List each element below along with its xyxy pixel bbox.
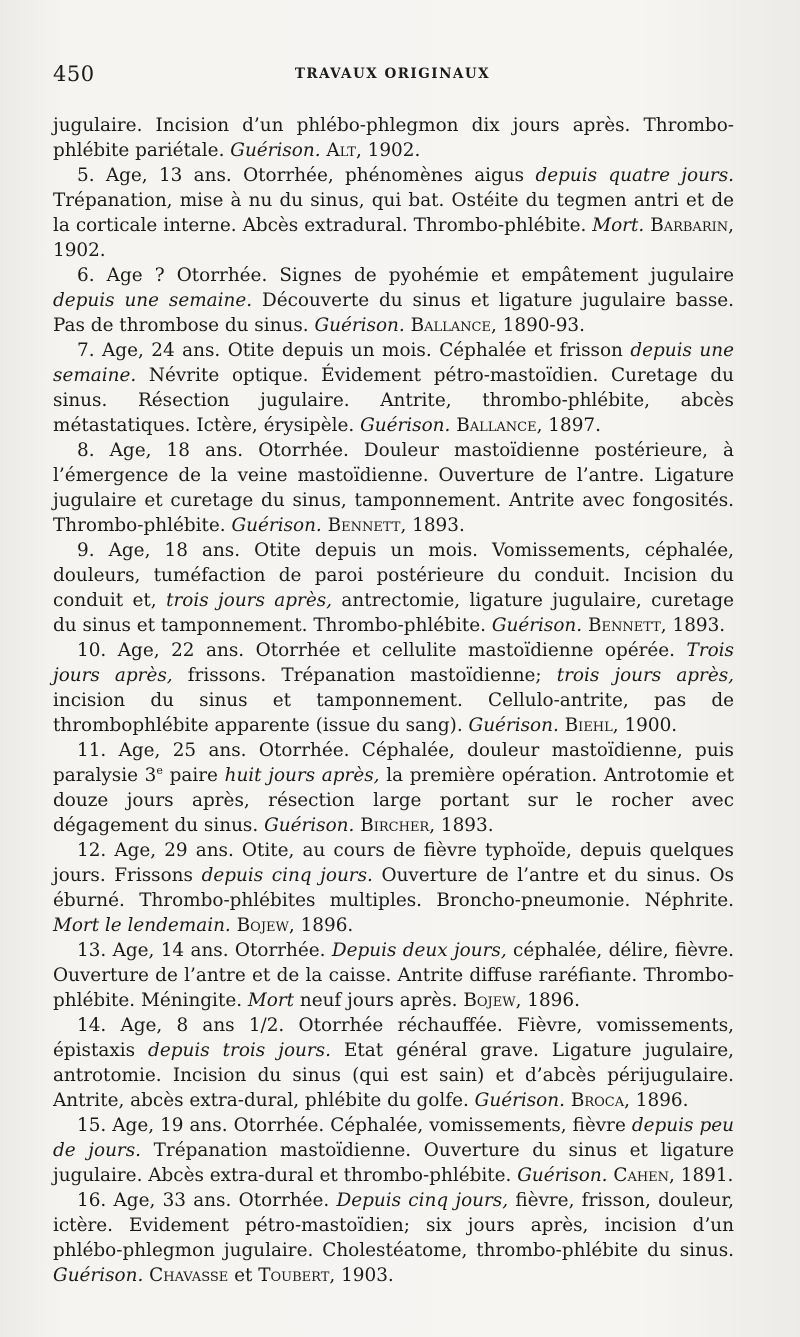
author-name: Biehl: [564, 715, 613, 736]
italic-text: Guérison.: [53, 1265, 144, 1286]
author-name: Bircher: [360, 815, 430, 836]
author-name: Broca: [570, 1090, 625, 1111]
text-run: Trépanation, mise à nu du sinus, qui bat. Ostéite du tegmen antri et de la corticale interne. Abcès extradural. Thrombo-phlébite.: [53, 190, 734, 236]
italic-text: huit jours après,: [224, 765, 380, 786]
text-run: , 1903.: [329, 1265, 394, 1286]
text-run: , 1891.: [669, 1165, 734, 1186]
text-run: , 1896.: [515, 990, 580, 1011]
text-run: céphalée, délire, fièvre. Ouverture de l’antre et de la caisse. Antrite diffuse raréfiante. Thrombo-phlébite. Méningite.: [53, 940, 734, 1011]
italic-text: depuis peu de jours.: [53, 1115, 734, 1161]
italic-text: depuis cinq jours.: [201, 865, 373, 886]
case-paragraph: [53, 438, 734, 538]
text-run: Etat général grave. Ligature jugulaire, antrotomie. Incision du sinus (qui est sain) et d’abcès périjugulaire. Antrite, abcès extra-dural, phlébite du golfe.: [53, 1040, 734, 1111]
italic-text: Guérison.: [491, 615, 583, 636]
italic-text: trois jours après,: [556, 665, 735, 686]
text-run: 5. Age, 13 ans. Otorrhée, phénomènes aigus: [77, 165, 536, 186]
italic-text: Mort: [247, 990, 295, 1011]
author-name: Bojew: [463, 990, 516, 1011]
italic-text: Depuis cinq jours,: [336, 1190, 509, 1211]
italic-text: Guérison.: [314, 315, 405, 336]
text-run: paire: [162, 765, 225, 786]
text-run: fièvre, frisson, douleur, ictère. Evidement pétro-mastoïdien; six jours après, incision d’un phlébo-phlegmon jugulaire. Cholestéatome, thrombo-phlébite du sinus.: [53, 1190, 734, 1261]
text-run: jugulaire. Incision d’un phlébo-phlegmon dix jours après. Thrombo-phlébite pariétale.: [53, 115, 734, 161]
author-name: Bojew: [236, 915, 289, 936]
italic-text: Guérison.: [230, 140, 321, 161]
text-run: 7. Age, 24 ans. Otite depuis un mois. Céphalée et frisson: [77, 340, 631, 361]
italic-text: trois jours après,: [166, 590, 333, 611]
italic-text: depuis quatre jours.: [535, 165, 735, 186]
text-run: , 1896.: [288, 915, 354, 936]
text-run: 16. Age, 33 ans. Otorrhée.: [77, 1190, 337, 1211]
text-run: , 1893.: [429, 815, 494, 836]
text-run: , 1902.: [355, 140, 421, 161]
text-run: 15. Age, 19 ans. Otorrhée. Céphalée, vomissements, fièvre: [77, 1115, 632, 1136]
text-run: , 1893.: [660, 615, 726, 636]
text-run: , 1900.: [612, 715, 678, 736]
text-run: 11. Age, 25 ans. Otorrhée. Céphalée, douleur mastoïdienne, puis paralysie 3: [53, 740, 734, 786]
italic-text: depuis une semaine.: [53, 340, 734, 386]
italic-text: Guérison.: [468, 715, 559, 736]
italic-text: Guérison.: [264, 815, 355, 836]
author-name: Barbarin: [650, 215, 729, 236]
text-run: et: [228, 1265, 259, 1286]
italic-text: Guérison.: [474, 1090, 565, 1111]
italic-text: Mort.: [592, 215, 645, 236]
case-paragraph: [53, 938, 734, 1013]
text-run: Trépanation mastoïdienne. Ouverture du sinus et ligature jugulaire. Abcès extra-dural et thrombo-phlébite.: [53, 1140, 734, 1186]
text-run: la première opération. Antrotomie et douze jours après, résection large portant sur le rocher avec dégagement du sinus.: [53, 765, 734, 836]
case-paragraph: [53, 1188, 734, 1288]
author-name: Toubert: [258, 1265, 330, 1286]
running-title: TRAVAUX ORIGINAUX: [294, 66, 491, 82]
text-run: , 1890-93.: [490, 315, 585, 336]
case-paragraph: [53, 538, 734, 638]
text-run: frissons. Trépanation mastoïdienne;: [172, 665, 557, 686]
text-run: , 1896.: [624, 1090, 689, 1111]
italic-text: depuis une semaine.: [53, 290, 253, 311]
text-run: 9. Age, 18 ans. Otite depuis un mois. Vomissements, céphalée, douleurs, tuméfaction de paroi postérieure du conduit. Incision du conduit et,: [53, 540, 734, 611]
italic-text: Mort le lendemain.: [53, 915, 231, 936]
author-name: Chavasse: [149, 1265, 229, 1286]
text-run: 14. Age, 8 ans 1/2. Otorrhée réchauffée. Fièvre, vomissements, épistaxis: [53, 1015, 734, 1061]
text-run: incision du sinus et tamponnement. Cellulo-antrite, pas de thrombophlébite apparente (issue du sang).: [53, 690, 734, 736]
text-run: , 1893.: [400, 515, 465, 536]
text-run: 6. Age ? Otorrhée. Signes de pyohémie et empâtement jugulaire: [77, 265, 734, 286]
case-paragraph: [53, 738, 734, 838]
text-run: , 1902.: [53, 215, 734, 261]
text-run: , 1897.: [536, 415, 601, 436]
case-paragraph: [53, 1013, 734, 1113]
author-name: Alt: [326, 140, 356, 161]
italic-text: Guérison.: [517, 1165, 608, 1186]
text-run: 10. Age, 22 ans. Otorrhée et cellulite mastoïdienne opérée.: [77, 640, 687, 661]
text-run: 12. Age, 29 ans. Otite, au cours de fièvre typhoïde, depuis quelques jours. Frissons: [53, 840, 734, 886]
case-paragraph: [53, 638, 734, 738]
author-name: Ballance: [456, 415, 537, 436]
paragraph-continuation: [53, 113, 734, 163]
body-text: [53, 113, 734, 1288]
italic-text: Guérison.: [360, 415, 451, 436]
author-name: Cahen: [613, 1165, 670, 1186]
text-run: neuf jours après.: [294, 990, 464, 1011]
text-run: Ouverture de l’antre et du sinus. Os éburné. Thrombo-phlébites multiples. Broncho-pneumonie. Néphrite.: [53, 865, 734, 911]
page-number: 450: [53, 62, 95, 86]
text-run: Névrite optique. Évidement pétro-mastoïdien. Curetage du sinus. Résection jugulaire. Antrite, thrombo-phlébite, abcès métastatiques. Ictère, érysipèle.: [53, 365, 734, 436]
text-run: Découverte du sinus et ligature jugulaire basse. Pas de thrombose du sinus.: [53, 290, 734, 336]
case-paragraph: [53, 163, 734, 263]
text-run: 13. Age, 14 ans. Otorrhée.: [77, 940, 332, 961]
text-run: antrectomie, ligature jugulaire, curetage du sinus et tamponnement. Thrombo-phlébite.: [53, 590, 735, 636]
case-paragraph: [53, 838, 734, 938]
italic-text: depuis trois jours.: [148, 1040, 331, 1061]
case-paragraph: [53, 338, 734, 438]
italic-text: Trois jours après,: [53, 640, 734, 686]
italic-text: Guérison.: [231, 515, 322, 536]
author-name: Bennett: [327, 515, 401, 536]
author-name: Bennett: [587, 615, 661, 636]
text-run: 8. Age, 18 ans. Otorrhée. Douleur mastoïdienne postérieure, à l’émergence de la veine mastoïdienne. Ouverture de l’antre. Ligature jugulaire et curetage du sinus, tamponnement. Antrite avec fongosités. Thrombo-phlébite.: [53, 440, 734, 536]
page-header: [53, 62, 732, 92]
author-name: Ballance: [410, 315, 491, 336]
case-paragraph: [53, 1113, 734, 1188]
case-paragraph: [53, 263, 734, 338]
superscript: e: [156, 763, 163, 777]
italic-text: Depuis deux jours,: [331, 940, 507, 961]
